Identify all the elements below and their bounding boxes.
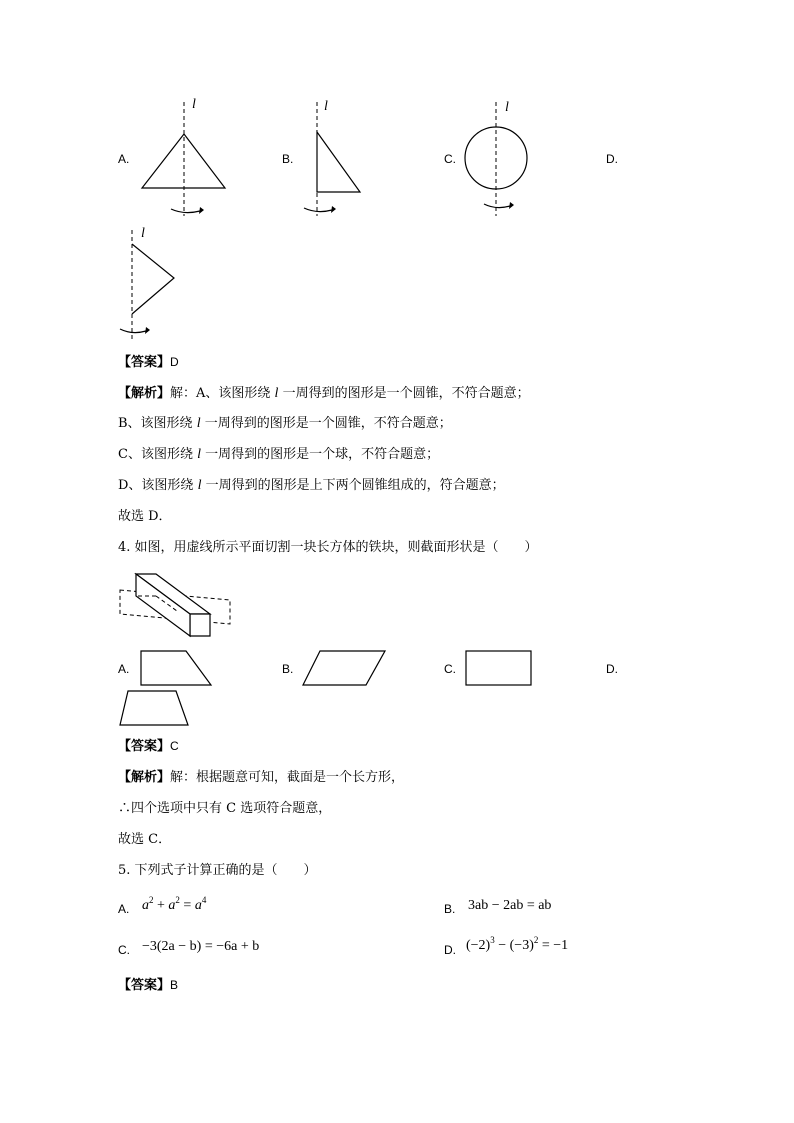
q5-stem: 5. 下列式子计算正确的是（ ） [118,863,317,878]
q3-axis-label-b: l [324,99,328,114]
q4-option-c-shape [462,648,536,690]
answer-tag: 【答案】 [118,978,171,993]
answer-value: B [170,978,179,992]
q3-option-a-label: A. [118,152,130,166]
q4-analysis-line-1: 【解析】解：根据题意可知，截面是一个长方形， [118,770,405,785]
q3-figure-a [138,98,238,220]
answer-tag: 【答案】 [118,739,171,754]
q4-stem: 4. 如图，用虚线所示平面切割一块长方体的铁块，则截面形状是（ ） [118,540,538,555]
q3-axis-label-a: l [192,97,196,112]
q3-option-d-label: D. [606,152,618,166]
q4-option-b-label: B. [282,662,294,676]
q4-option-b-shape [300,648,390,690]
analysis-tag: 【解析】 [118,386,171,401]
q3-analysis-line-4: D、该图形绕 l 一周得到的图形是上下两个圆锥组成的，符合题意； [118,478,505,493]
q4-option-a-shape [138,648,218,690]
q5-option-d-label: D. [444,943,456,957]
q5-option-b-expression: 3ab − 2ab = ab [468,898,552,913]
q4-option-c-label: C. [444,662,456,676]
q3-analysis-line-1: 【解析】解：A、该图形绕 l 一周得到的图形是一个圆锥，不符合题意； [118,386,530,401]
q5-option-c-expression: −3(2a − b) = −6a + b [142,939,260,954]
q3-figure-b [300,98,370,220]
q3-conclusion: 故选 D． [118,509,172,524]
q3-analysis-line-3: C、该图形绕 l 一周得到的图形是一个球，不符合题意； [118,447,440,462]
answer-value: C [170,739,179,753]
q4-analysis-line-2: ∴四个选项中只有 C 选项符合题意， [118,801,332,816]
q5-option-c-label: C. [118,943,130,957]
q3-analysis-line-2: B、该图形绕 l 一周得到的图形是一个圆锥，不符合题意； [118,416,452,431]
q4-conclusion: 故选 C． [118,832,172,847]
q5-option-d-expression: $(-2)^3 - (-3)^2 = -1$ [466,935,569,953]
q4-option-d-label: D. [606,662,618,676]
q5-option-b-label: B. [444,902,456,916]
q3-axis-label-d: l [141,226,145,241]
q3-figure-d [116,226,196,344]
q4-cuboid-figure [116,570,241,640]
q3-option-b-label: B. [282,152,294,166]
analysis-tag: 【解析】 [118,770,171,785]
q3-option-c-label: C. [444,152,456,166]
q3-figure-c [460,98,540,220]
q5-option-a-expression: $a^2 + a^2 = a^4$ [142,895,207,913]
q4-option-a-label: A. [118,662,130,676]
q5-option-a-label: A. [118,902,130,916]
q3-axis-label-c: l [505,100,509,115]
answer-tag: 【答案】 [118,355,171,370]
q4-option-d-shape [116,688,194,730]
q3-answer-line [118,354,179,371]
q5-answer-line [118,977,178,994]
q4-answer-line [118,738,179,755]
answer-value: D [170,355,179,369]
